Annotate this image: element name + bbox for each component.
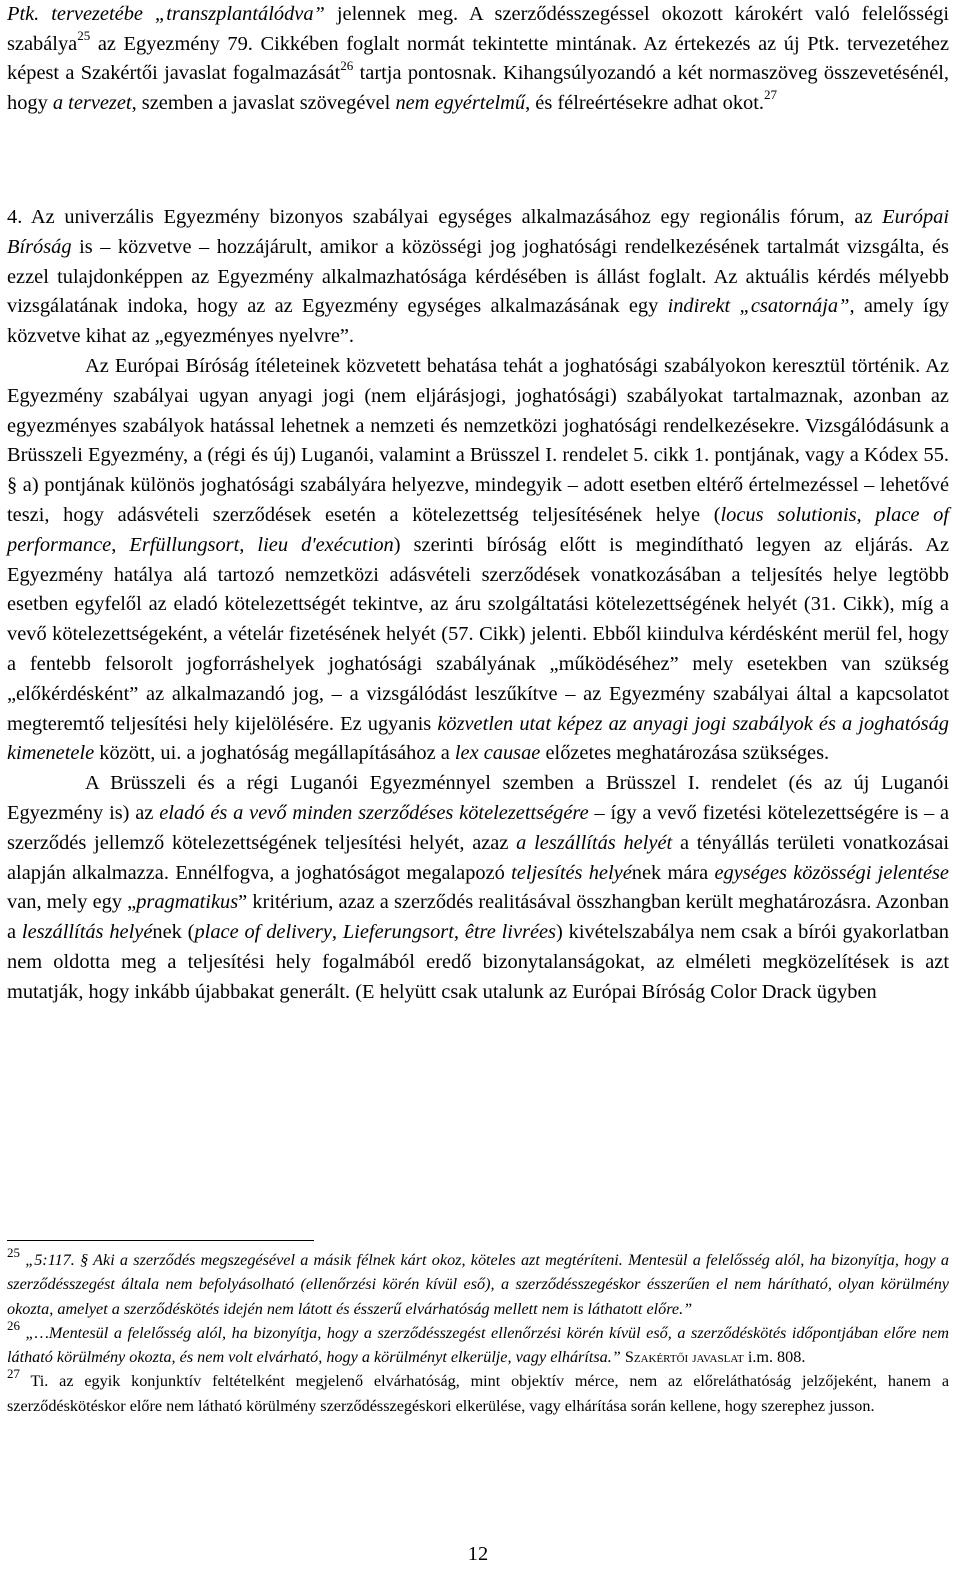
page-number: 12 xyxy=(467,1543,489,1565)
footnote-ref-26[interactable]: 26 xyxy=(340,57,354,73)
footnote-separator xyxy=(7,1240,314,1241)
footnote-number: 27 xyxy=(7,1366,20,1382)
footnote-text: Ti. az egyik konjunktív feltételként megjelenő elvárhatóság, mint objektív mérce, nem az előreláthatóság jelzőjeként, hanem a szerződéskötéskor előre nem látható körülmény szerződésszegéskori elkerülése, vagy elhárítása során kellene, hogy szerephez jusson. xyxy=(7,1372,949,1415)
footnote-ref-27[interactable]: 27 xyxy=(764,87,778,103)
footnote-number: 26 xyxy=(7,1317,20,1333)
footnote-text: „5:117. § Aki a szerződés megszegésével a másik félnek kárt okoz, köteles azt megtéríteni. Mentesül a felelősség alól, ha bizonyítja, hogy a szerződésszegést általa nem befolyásolható (ellenőrzési körén kívül eső), a szerződésszegéskor ésszerűen el nem hárítható, olyan körülmény okozta, amelyet a szerződéskötés idején nem látott és ésszerű elvárhatóság mellett nem is láthatott előre.” xyxy=(7,1251,949,1318)
body-paragraph-2: Az Európai Bíróság ítéleteinek közvetett behatása tehát a joghatósági szabályokon keresztül történik. Az Egyezmény szabályai ugyan anyagi jogi (nem eljárásjogi, joghatósági) szabályokat tartalmaznak, azonban az egyezményes szabályok hatással lehetnek a nemzeti és nemzetközi joghatósági rendelkezésekre. Vizsgálódásunk a Brüsszeli Egyezmény, a (régi és új) Luganói, valamint a Brüsszel I. rendelet 5. cikk 1. pontjának, vagy a Kódex 55. § a) pontjának különös joghatósági szabályára helyezve, mindegyik – adott esetben eltérő értelmezéssel – lehetővé teszi, hogy adásvételi szerződések esetén a kötelezettség teljesítésének helye (locus solutionis, place of performance, Erfüllungsort, lieu d'exécution) szerinti bíróság előtt is megindítható legyen az eljárás. Az Egyezmény hatálya alá tartozó nemzetközi adásvételi szerződések vonatkozásában a teljesítés helye legtöbb esetben egyfelől az eladó kötelezettségét tekintve, az áru szolgáltatási kötelezettségének helyét (31. Cikk), míg a vevő kötelezettségeként, a vételár fizetésének helyét (57. Cikk) jelenti. Ebből kiindulva kérdésként merül fel, hogy a fentebb felsorolt jogforráshelyek joghatósági szabályának „működéséhez” mely esetekben van szükség „előkérdésként” az alkalmazandó jog, – a vizsgálódást leszűkítve – az Egyezmény szabályai által a kapcsolatot megteremtő teljesítési hely kijelölésére. Ez ugyanis közvetlen utat képez az anyagi jogi szabályok és a joghatóság kimenetele között, ui. a joghatóság megállapításához a lex causae előzetes meghatározása szükséges. xyxy=(7,354,949,765)
intro-paragraph: Ptk. tervezetébe „transzplantálódva” jelennek meg. A szerződésszegéssel okozott károkért való felelősségi szabálya$^{25}$ az Egyezmény 79. Cikkében foglalt normát tekintette mintának. Az értekezés az új Ptk. tervezetéhez képest a Szakértői javaslat fogalmazását$^{26}$ tartja pontosnak. Kihangsúlyozandó a két normaszöveg összevetésénél, hogy a tervezet, szemben a javaslat szövegével nem egyértelmű, és félreértésekre adhat okot.$^{27}$ xyxy=(7,3,950,115)
footnote-source: Szakértői javaslat xyxy=(624,1348,744,1367)
footnote-ref-25[interactable]: 25 xyxy=(77,27,91,43)
footnote-number: 25 xyxy=(7,1244,20,1260)
footnote-26: $^{26}$ „…Mentesül a felelősség alól, ha bizonyítja, hogy a szerződésszegést ellenőrzési körén kívül eső, a szerződéskötés időpontjában előre nem látható körülmény okozta, és nem volt elvárható, hogy a körülményt elkerülje, vagy elhárítsa.” Szakértői javaslat i.m. 808. xyxy=(7,1317,949,1367)
footnotes xyxy=(7,1244,949,1418)
section-4-paragraph: 4. Az univerzális Egyezmény bizonyos szabályai egységes alkalmazásához egy regionális fórum, az Európai Bíróság is – közvetve – hozzájárult, amikor a közösségi jog joghatósági rendelkezésének tartalmát vizsgálta, és ezzel tulajdonképpen az Egyezmény alkalmazhatósága kérdésében is állást foglalt. Az aktuális kérdés mélyebb vizsgálatának indoka, hogy az az Egyezmény egységes alkalmazásának egy indirekt „csatornája”, amely így közvetve kihat az „egyezményes nyelvre”. xyxy=(7,206,950,348)
body-paragraph-3: A Brüsszeli és a régi Luganói Egyezménnyel szemben a Brüsszel I. rendelet (és az új Luganói Egyezmény is) az eladó és a vevő minden szerződéses kötelezettségére – így a vevő fizetési kötelezettségére is – a szerződés jellemző kötelezettségének teljesítési helyét, azaz a leszállítás helyét a tényállás területi vonatkozásai alapján alkalmazza. Ennélfogva, a joghatóságot megalapozó teljesítés helyének mára egységes közösségi jelentése van, mely egy „pragmatikus” kritérium, azaz a szerződés realitásával összhangban került meghatározásra. Azonban a leszállítás helyének (place of delivery, Lieferungsort, être livrées) kivételszabálya nem csak a bírói gyakorlatban nem oldotta meg a teljesítési hely fogalmából eredő bizonytalanságokat, az elméleti megközelítések is azt mutatják, hogy inkább újabbakat generált. (E helyütt csak utalunk az Európai Bíróság Color Drack ügyben xyxy=(7,772,950,1003)
footnote-text: „…Mentesül a felelősség alól, ha bizonyítja, hogy a szerződésszegést ellenőrzési körén kívül eső, a szerződéskötés időpontjában előre nem látható körülmény okozta, és nem volt elvárható, hogy a körülményt elkerülje, vagy elhárítsa.” xyxy=(7,1323,949,1367)
footnote-27 xyxy=(7,1366,949,1418)
main-body xyxy=(7,203,949,1008)
footnote-25 xyxy=(7,1244,949,1321)
